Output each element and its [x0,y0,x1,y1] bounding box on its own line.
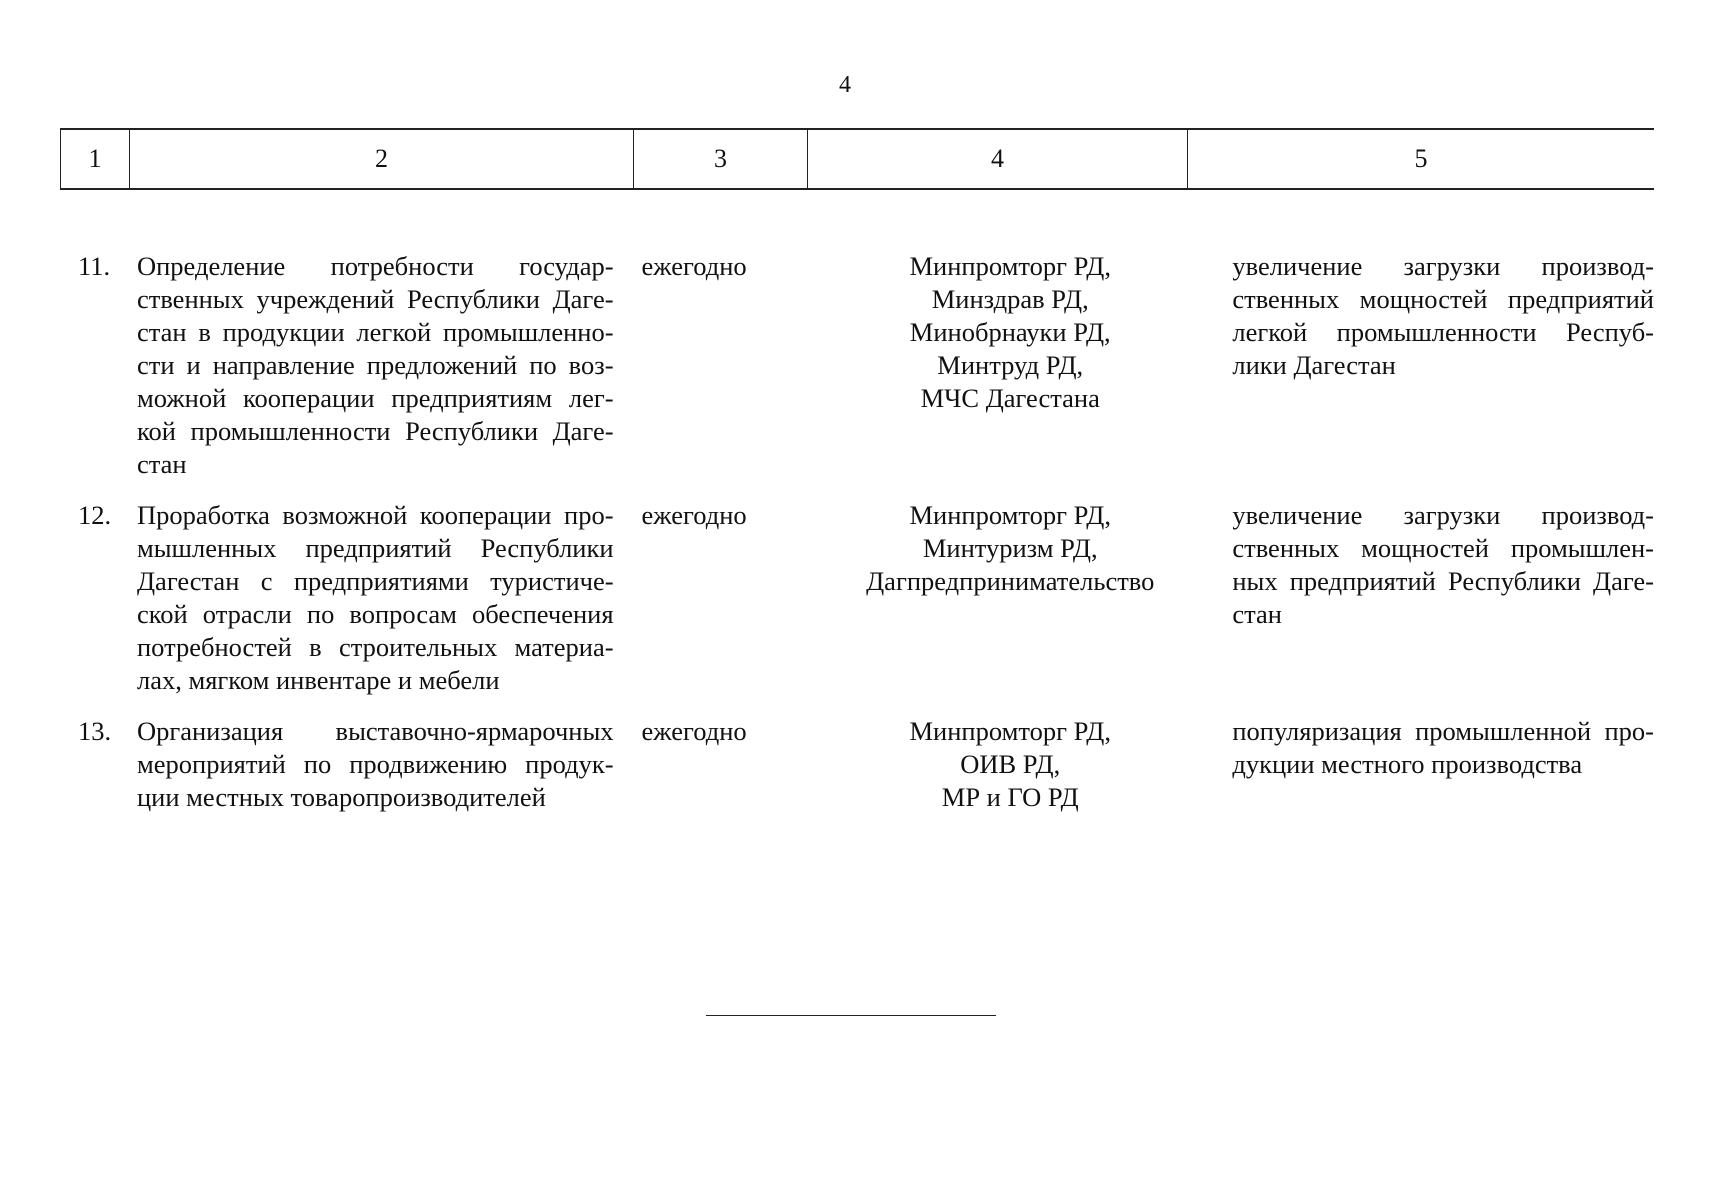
description-line: Проработка возможной кооперации про- [136,500,614,530]
description-line: кой промышленности Республики Даге- [136,416,614,446]
result-line: популяризация промышленной про- [1232,716,1654,746]
row-term: ежегодно [641,500,747,530]
executor: Минздрав РД, [931,284,1089,314]
table-row [60,499,1654,697]
row-executors [814,715,1206,814]
row-number: 12. [78,500,112,530]
row-result [1206,250,1654,481]
table-header [60,128,1654,190]
header-col-1: 1 [60,130,130,188]
description-line: ции местных товаропроизводителей [136,782,546,812]
executor: Минобрнауки РД, [909,317,1111,347]
row-number: 13. [78,716,112,746]
result-line: дукции местного производства [1232,749,1583,779]
description-line: Дагестан с предприятиями туристиче- [136,566,614,596]
row-description [129,715,614,814]
executor: МЧС Дагестана [920,383,1100,413]
executor: Минтуризм РД, [922,533,1098,563]
result-line: увеличение загрузки производ- [1232,251,1654,281]
table-body [60,250,1654,832]
executor: Минпромторг РД, [909,500,1112,530]
description-line: стан [136,449,187,479]
executor: Минпромторг РД, [909,251,1112,281]
description-line: потребностей в строительных материа- [136,632,614,662]
header-col-2: 2 [130,130,634,188]
row-term: ежегодно [641,716,747,746]
header-col-4: 4 [808,130,1188,188]
result-line: ных предприятий Республики Даге- [1232,566,1654,596]
row-description [129,499,614,697]
row-result [1206,499,1654,697]
table-row [60,250,1654,481]
header-col-3: 3 [634,130,808,188]
row-executors [814,250,1206,481]
table-row [60,715,1654,814]
executor: МР и ГО РД [941,782,1079,812]
result-line: ственных мощностей промышлен- [1232,533,1654,563]
result-line: лики Дагестан [1232,350,1396,380]
result-line: стан [1232,599,1282,629]
description-line: Организация выставочно-ярмарочных [136,716,614,746]
description-line: мышленных предприятий Республики [136,533,614,563]
executor: Дагпредпринимательство [866,566,1155,596]
row-description [129,250,614,481]
row-executors [814,499,1206,697]
executor: Минтруд РД, [937,350,1084,380]
description-line: лах, мягком инвентаре и мебели [136,665,500,695]
description-line: можной кооперации предприятиям лег- [136,383,614,413]
page-number: 4 [839,72,851,98]
result-line: легкой промышленности Респуб- [1232,317,1654,347]
row-term: ежегодно [641,251,747,281]
description-line: мероприятий по продвижению продук- [136,749,614,779]
result-line: ственных мощностей предприятий [1232,284,1654,314]
result-line: увеличение загрузки производ- [1232,500,1654,530]
description-line: Определение потребности государ- [136,251,614,281]
description-line: ственных учреждений Республики Даге- [136,284,614,314]
row-number: 11. [78,251,111,281]
executor: Минпромторг РД, [909,716,1112,746]
end-of-document-rule [706,1015,996,1016]
row-result [1206,715,1654,814]
header-col-5: 5 [1414,144,1428,173]
description-line: стан в продукции легкой промышленно- [136,317,614,347]
description-line: сти и направление предложений по воз- [136,350,614,380]
executor: ОИВ РД, [960,749,1061,779]
description-line: ской отрасли по вопросам обеспечения [136,599,614,629]
